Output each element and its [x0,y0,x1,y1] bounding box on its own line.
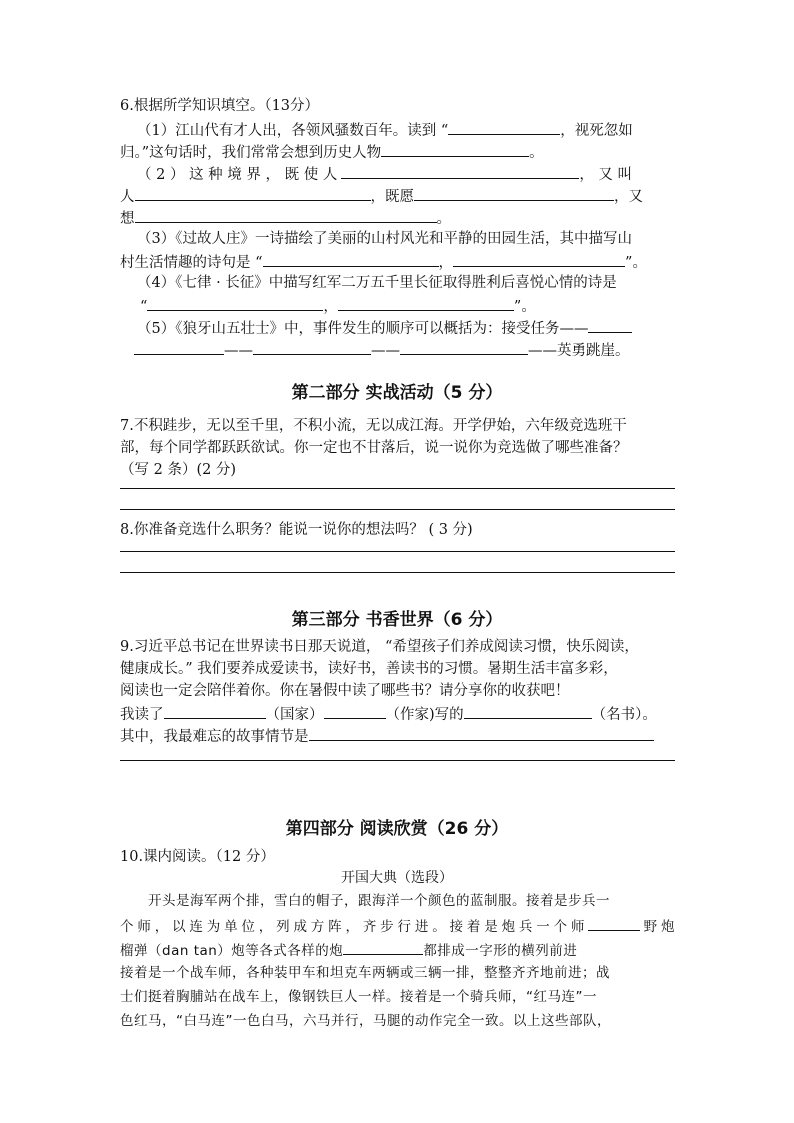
q9-line5: 其中，我最难忘的故事情节是 [120,724,675,748]
q6-item4-line1: （4）《七律 · 长征》中描写红军二万五千里长征取得胜利后喜悦心情的诗是 [137,275,617,291]
q6-blank-13[interactable] [253,338,371,355]
q6-item5-line2: —— —— ——英勇跳崖。 [134,338,679,362]
q6-title: 6.根据所学知识填空。（13分） [120,98,320,114]
q6-item3-line1: （3）《过故人庄》一诗描绘了美丽的山村风光和平静的田园生活，其中描写山 [137,231,632,247]
q9-answer-line[interactable] [120,760,675,761]
q6-blank-7[interactable] [263,250,439,267]
reading-blank-2[interactable] [343,938,423,955]
q6-blank-9[interactable] [147,294,323,311]
q7-line1: 7.不积跬步，无以至千里，不积小流，无以成江海。开学伊始，六年级竞选班干 [120,418,627,434]
q6-item2-line1: （ 2 ） 这 种 境 界 ， 既 使 人 ， 又 叫 [137,162,677,186]
reading-blank-1[interactable] [588,914,640,931]
q9-blank-plot[interactable] [309,724,654,741]
q6-blank-5[interactable] [414,184,614,201]
reading-subtitle: 开国大典（选段） [341,870,453,886]
q6-blank-1[interactable] [448,118,560,135]
q6-blank-3[interactable] [341,162,579,179]
reading-line-1: 开头是海军两个排，雪白的帽子，跟海洋一个颜色的蓝制服。接着是步兵一 [148,893,610,909]
q9-line1: 9.习近平总书记在世界读书日那天说道， “希望孩子们养成阅读习惯，快乐阅读， [120,639,639,655]
q6-item1-line2: 归。”这句话时，我们常常会想到历史人物 。 [120,140,675,164]
q6-item4-line2: “ ， ”。 [140,294,680,318]
q6-item2-line2: 人 ，既愿 ，又 [120,184,675,208]
q9-line3: 阅读也一定会陪伴着你。你在暑假中读了哪些书？请分享你的收获吧！ [120,683,570,699]
q7-answer-line-1[interactable] [120,488,675,489]
q9-line2: 健康成长。” 我们要养成爱读书，读好书，善读书的习惯。暑期生活丰富多彩， [120,661,618,677]
reading-line-2: 个师，以连为单位，列成方阵，齐步行进。接着是炮兵一个师 野炮 [120,914,675,938]
q9-blank-author[interactable] [324,702,386,719]
q6-blank-14[interactable] [400,338,528,355]
reading-line-4: 接着是一个战车师，各种装甲车和坦克车两辆或三辆一排，整整齐齐地前进；战 [120,965,610,981]
q8-answer-line-1[interactable] [120,551,675,552]
q6-blank-6[interactable] [135,206,437,223]
q6-blank-12[interactable] [134,338,224,355]
q6-item3-line2: 村生活情趣的诗句是 “ ， ”。 [120,250,675,274]
q6-item2-line3: 想 。 [120,206,675,230]
q6-blank-4[interactable] [135,184,371,201]
part4-heading: 第四部分 阅读欣赏（26 分） [285,819,509,839]
q8-answer-line-2[interactable] [120,572,675,573]
reading-line-3: 榴弹（dan tan）炮等各式各样的炮 都排成一字形的横列前进 [120,938,675,962]
q6-blank-11[interactable] [588,316,632,333]
q6-item1-line1: （1）江山代有才人出，各领风骚数百年。读到 “ ，视死忽如 [137,118,677,142]
q6-item5-line1: （5）《狼牙山五壮士》中，事件发生的顺序可以概括为：接受任务—— [137,316,677,340]
q6-blank-8[interactable] [453,250,625,267]
q6-blank-10[interactable] [338,294,514,311]
q9-blank-country[interactable] [164,702,266,719]
q9-line4: 我读了 （国家） （作家)写的 （名书）。 [120,702,700,726]
q6-blank-2[interactable] [381,140,529,157]
part2-heading: 第二部分 实战活动（5 分） [291,383,503,403]
q7-line2: 部，每个同学都跃跃欲试。你一定也不甘落后，说一说你为竞选做了哪些准备？ [120,440,628,456]
q7-line3: （写 2 条）(2 分) [120,462,237,478]
reading-line-6: 色红马，“白马连”一色白马，六马并行，马腿的动作完全一致。以上这些部队， [120,1013,611,1029]
q9-blank-book[interactable] [464,702,592,719]
q10-title: 10.课内阅读。（12 分） [120,849,275,865]
reading-line-5: 士们挺着胸脯站在战车上，像钢铁巨人一样。接着是一个骑兵师，“红马连”一 [120,989,597,1005]
part3-heading: 第三部分 书香世界（6 分） [291,610,503,630]
q8-question: 8.你准备竞选什么职务？能说一说你的想法吗？ ( 3 分) [120,522,473,538]
q7-answer-line-2[interactable] [120,509,675,510]
